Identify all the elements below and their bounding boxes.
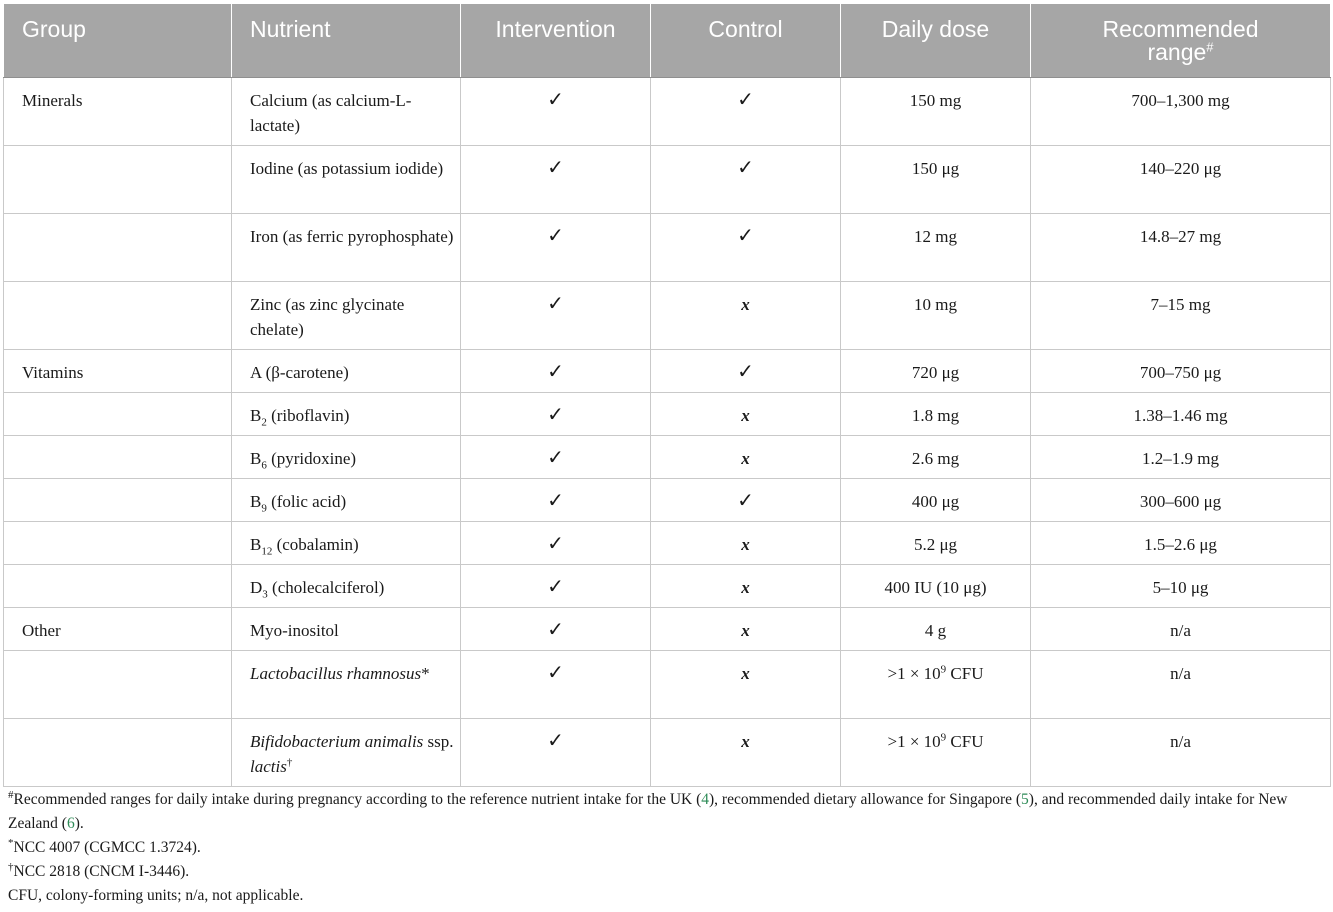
- dose-cell: 5.2 μg: [841, 522, 1031, 565]
- nutrient-cell: $B_9$ (folic acid): [232, 479, 461, 522]
- dose-cell: 4 g: [841, 608, 1031, 651]
- intervention-check: ✓: [461, 436, 651, 479]
- group-cell: Minerals: [4, 78, 232, 146]
- dose-cell: 10 mg: [841, 282, 1031, 350]
- control-check: ✓: [651, 146, 841, 214]
- control-cross: x: [651, 436, 841, 479]
- dose-cell: $>1 \times 10^9$ CFU: [841, 651, 1031, 719]
- nutrient-cell: $B_{12}$ (cobalamin): [232, 522, 461, 565]
- header-nutrient: Nutrient: [232, 4, 461, 78]
- range-cell: 1.2–1.9 mg: [1031, 436, 1331, 479]
- nutrient-cell: Myo-inositol: [232, 608, 461, 651]
- table-row: [4, 393, 1331, 436]
- range-cell: 1.38–1.46 mg: [1031, 393, 1331, 436]
- control-cross: x: [651, 522, 841, 565]
- reference-link-5[interactable]: 5: [1021, 791, 1029, 808]
- reference-link-6[interactable]: 6: [66, 815, 75, 832]
- intervention-check: ✓: [461, 651, 651, 719]
- header-intervention: Intervention: [461, 4, 651, 78]
- dose-cell: 150 μg: [841, 146, 1031, 214]
- footnote-abbreviations: CFU, colony-forming units; n/a, not applicable.: [8, 887, 304, 904]
- footnote-dagger: †NCC 2818 (CNCM I-3446).: [8, 860, 190, 880]
- control-cross: x: [651, 393, 841, 436]
- header-group: Group: [4, 4, 232, 78]
- nutrient-cell: $B_6$ (pyridoxine): [232, 436, 461, 479]
- table-footnotes: [8, 788, 1328, 908]
- group-cell: Other: [4, 608, 232, 651]
- footnote-hash: #Recommended ranges for daily intake during pregnancy according to the reference nutrient intake for the UK (4), recommended dietary allowance for Singapore (5), and recommended daily intake for New Zealand (6).: [8, 788, 1288, 832]
- control-cross: x: [651, 282, 841, 350]
- nutrient-cell: Iron (as ferric pyrophosphate): [232, 214, 461, 282]
- group-cell: [4, 522, 232, 565]
- table-row: [4, 565, 1331, 608]
- range-cell: 14.8–27 mg: [1031, 214, 1331, 282]
- intervention-check: ✓: [461, 565, 651, 608]
- group-cell: [4, 479, 232, 522]
- range-cell: 700–750 μg: [1031, 350, 1331, 393]
- control-check: ✓: [651, 479, 841, 522]
- header-row: [4, 4, 1331, 78]
- dose-cell: 12 mg: [841, 214, 1031, 282]
- dose-cell: 720 μg: [841, 350, 1031, 393]
- range-cell: n/a: [1031, 719, 1331, 787]
- range-cell: 300–600 μg: [1031, 479, 1331, 522]
- table-row: [4, 282, 1331, 350]
- group-cell: [4, 651, 232, 719]
- group-cell: [4, 719, 232, 787]
- control-check: ✓: [651, 78, 841, 146]
- dose-cell: 400 IU (10 μg): [841, 565, 1031, 608]
- intervention-check: ✓: [461, 282, 651, 350]
- nutrient-cell: $D_3$ (cholecalciferol): [232, 565, 461, 608]
- nutrient-cell: Calcium (as calcium-L-lactate): [232, 78, 461, 146]
- table-row: [4, 436, 1331, 479]
- dose-cell: $>1 \times 10^9$ CFU: [841, 719, 1031, 787]
- intervention-check: ✓: [461, 608, 651, 651]
- table-row: [4, 146, 1331, 214]
- intervention-check: ✓: [461, 719, 651, 787]
- control-cross: x: [651, 719, 841, 787]
- range-cell: 1.5–2.6 μg: [1031, 522, 1331, 565]
- range-cell: n/a: [1031, 608, 1331, 651]
- table-row: [4, 522, 1331, 565]
- nutrient-table: [3, 3, 1331, 787]
- group-cell: [4, 436, 232, 479]
- intervention-check: ✓: [461, 214, 651, 282]
- range-cell: n/a: [1031, 651, 1331, 719]
- intervention-check: ✓: [461, 350, 651, 393]
- table-row: [4, 214, 1331, 282]
- group-cell: [4, 146, 232, 214]
- range-cell: 140–220 μg: [1031, 146, 1331, 214]
- header-recommended-range: Recommended range#: [1031, 4, 1331, 78]
- dose-cell: 150 mg: [841, 78, 1031, 146]
- table-row: [4, 651, 1331, 719]
- table-row: [4, 78, 1331, 146]
- control-check: ✓: [651, 350, 841, 393]
- nutrient-cell: Bifidobacterium animalis ssp. lactis†: [232, 719, 461, 787]
- nutrient-cell: A (β-carotene): [232, 350, 461, 393]
- group-cell: [4, 565, 232, 608]
- intervention-check: ✓: [461, 78, 651, 146]
- intervention-check: ✓: [461, 146, 651, 214]
- group-cell: [4, 214, 232, 282]
- dose-cell: 1.8 mg: [841, 393, 1031, 436]
- dose-cell: 2.6 mg: [841, 436, 1031, 479]
- nutrient-cell: Lactobacillus rhamnosus*: [232, 651, 461, 719]
- reference-link-4[interactable]: 4: [701, 791, 710, 808]
- nutrient-cell: $B_2$ (riboflavin): [232, 393, 461, 436]
- header-daily-dose: Daily dose: [841, 4, 1031, 78]
- control-cross: x: [651, 565, 841, 608]
- control-cross: x: [651, 651, 841, 719]
- table-row: [4, 608, 1331, 651]
- footnote-star: *NCC 4007 (CGMCC 1.3724).: [8, 836, 201, 856]
- range-cell: 700–1,300 mg: [1031, 78, 1331, 146]
- intervention-check: ✓: [461, 522, 651, 565]
- group-cell: Vitamins: [4, 350, 232, 393]
- table-row: [4, 479, 1331, 522]
- nutrient-cell: Zinc (as zinc glycinate chelate): [232, 282, 461, 350]
- group-cell: [4, 393, 232, 436]
- control-check: ✓: [651, 214, 841, 282]
- table-row: [4, 350, 1331, 393]
- dose-cell: 400 μg: [841, 479, 1031, 522]
- range-cell: 5–10 μg: [1031, 565, 1331, 608]
- nutrient-cell: Iodine (as potassium iodide): [232, 146, 461, 214]
- intervention-check: ✓: [461, 479, 651, 522]
- header-control: Control: [651, 4, 841, 78]
- range-cell: 7–15 mg: [1031, 282, 1331, 350]
- table-row: [4, 719, 1331, 787]
- group-cell: [4, 282, 232, 350]
- intervention-check: ✓: [461, 393, 651, 436]
- control-cross: x: [651, 608, 841, 651]
